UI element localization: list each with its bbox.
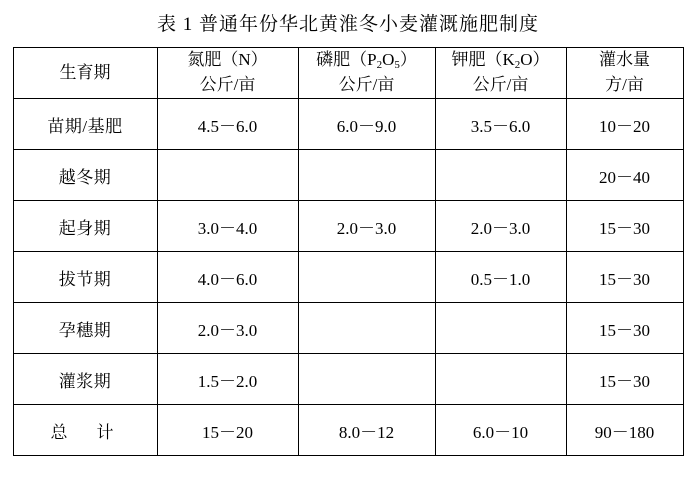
header-cell-phosphorus bbox=[298, 48, 435, 99]
cell-stage-total: 总 计 bbox=[13, 405, 157, 456]
cell-nitrogen: 2.0－3.0 bbox=[157, 303, 298, 354]
cell-nitrogen: 1.5－2.0 bbox=[157, 354, 298, 405]
header-cell-nitrogen bbox=[157, 48, 298, 99]
table-row bbox=[13, 252, 683, 303]
fertilization-schedule-table bbox=[13, 47, 684, 456]
cell-stage: 越冬期 bbox=[13, 150, 157, 201]
cell-stage: 拔节期 bbox=[13, 252, 157, 303]
table-row bbox=[13, 99, 683, 150]
table-header-row bbox=[13, 48, 683, 99]
header-phosphorus-label: 磷肥$(P_2O_5)$ bbox=[316, 50, 417, 72]
cell-water: 15－30 bbox=[566, 252, 683, 303]
header-water-label: 灌水量 bbox=[599, 50, 650, 70]
table-row bbox=[13, 201, 683, 252]
cell-stage: 苗期/基肥 bbox=[13, 99, 157, 150]
header-phosphorus-unit: 公斤/亩 bbox=[338, 75, 395, 94]
cell-potassium bbox=[435, 354, 566, 405]
cell-stage: 起身期 bbox=[13, 201, 157, 252]
header-potassium-label: 钾肥$(K_2O)$ bbox=[451, 50, 550, 72]
cell-phosphorus bbox=[298, 150, 435, 201]
table-header bbox=[13, 48, 683, 99]
cell-potassium: 0.5－1.0 bbox=[435, 252, 566, 303]
cell-water-total: 90－180 bbox=[566, 405, 683, 456]
cell-nitrogen bbox=[157, 150, 298, 201]
table-row bbox=[13, 354, 683, 405]
cell-nitrogen: 4.0－6.0 bbox=[157, 252, 298, 303]
cell-potassium: 3.5－6.0 bbox=[435, 99, 566, 150]
cell-water: 15－30 bbox=[566, 201, 683, 252]
cell-nitrogen: 3.0－4.0 bbox=[157, 201, 298, 252]
header-stage-label: 生育期 bbox=[59, 62, 111, 82]
header-nitrogen-unit: 公斤/亩 bbox=[199, 75, 256, 94]
cell-nitrogen: 4.5－6.0 bbox=[157, 99, 298, 150]
header-cell-stage bbox=[13, 48, 157, 99]
header-cell-potassium bbox=[435, 48, 566, 99]
header-cell-water bbox=[566, 48, 683, 99]
header-potassium-unit: 公斤/亩 bbox=[472, 75, 529, 94]
cell-phosphorus bbox=[298, 354, 435, 405]
cell-water: 10－20 bbox=[566, 99, 683, 150]
table-row bbox=[13, 303, 683, 354]
cell-stage: 灌浆期 bbox=[13, 354, 157, 405]
cell-nitrogen-total: 15－20 bbox=[157, 405, 298, 456]
cell-water: 20－40 bbox=[566, 150, 683, 201]
cell-water: 15－30 bbox=[566, 354, 683, 405]
cell-water: 15－30 bbox=[566, 303, 683, 354]
cell-stage: 孕穗期 bbox=[13, 303, 157, 354]
cell-phosphorus bbox=[298, 303, 435, 354]
cell-phosphorus: 2.0－3.0 bbox=[298, 201, 435, 252]
cell-potassium bbox=[435, 150, 566, 201]
header-nitrogen-label: 氮肥（N） bbox=[187, 50, 268, 70]
cell-potassium-total: 6.0－10 bbox=[435, 405, 566, 456]
header-water-unit: 方/亩 bbox=[605, 75, 644, 94]
cell-phosphorus-total: 8.0－12 bbox=[298, 405, 435, 456]
cell-potassium bbox=[435, 303, 566, 354]
table-caption: 表 1 普通年份华北黄淮冬小麦灌溉施肥制度 bbox=[156, 14, 539, 35]
cell-phosphorus bbox=[298, 252, 435, 303]
cell-potassium: 2.0－3.0 bbox=[435, 201, 566, 252]
cell-phosphorus: 6.0－9.0 bbox=[298, 99, 435, 150]
table-row-total bbox=[13, 405, 683, 456]
table-body bbox=[13, 99, 683, 456]
table-row bbox=[13, 150, 683, 201]
